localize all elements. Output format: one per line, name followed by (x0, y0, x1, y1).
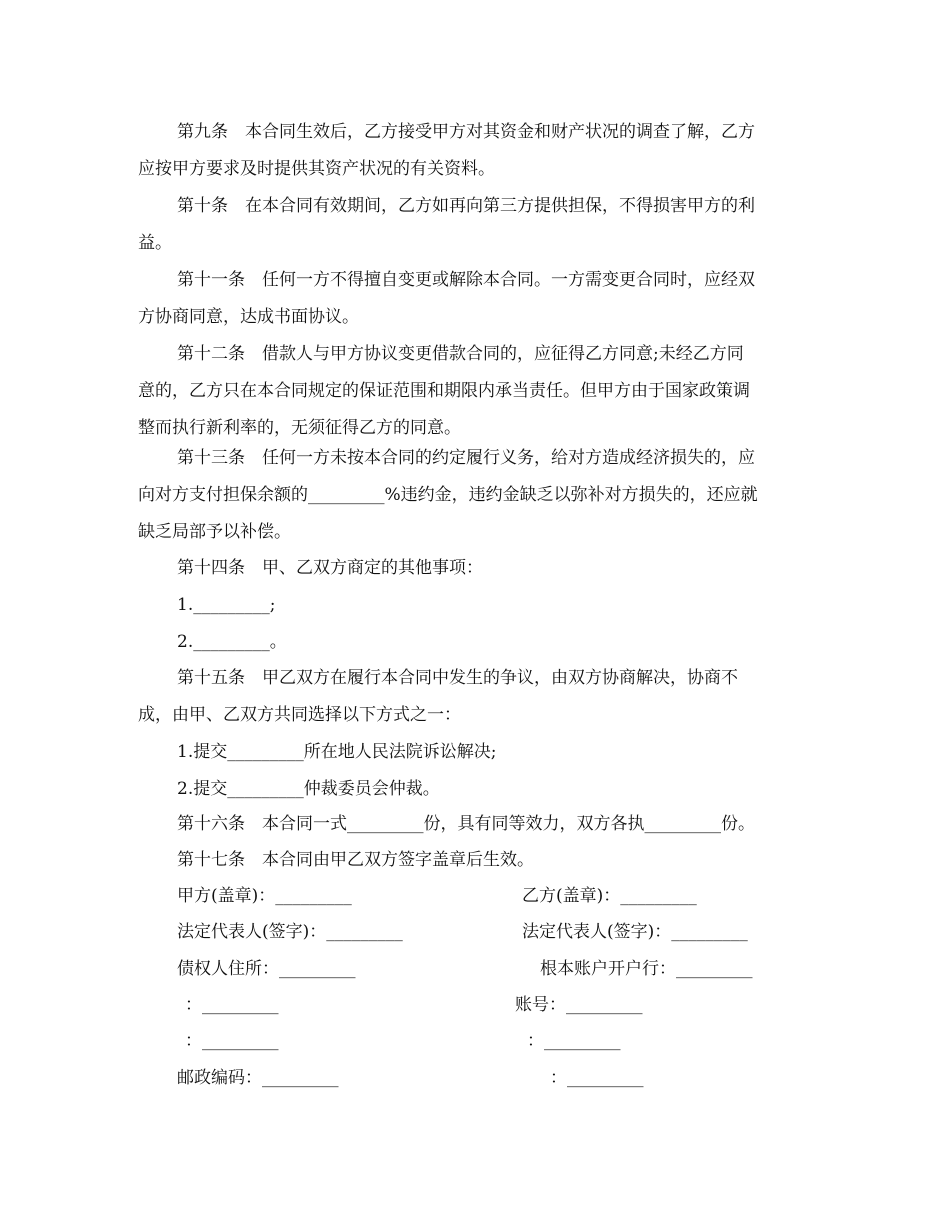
creditor-address: 债权人住所：_________ (177, 959, 356, 979)
article-12-line-2: 意的，乙方只在本合同规定的保证范围和期限内承当责任。但甲方由于国家政策调 (138, 381, 750, 401)
article-10 (138, 188, 813, 262)
article-10-line-2: 益。 (138, 233, 172, 253)
account-number: 账号：_________ (515, 995, 643, 1015)
article-17 (138, 842, 813, 879)
article-11-line-1: 第十一条 任何一方不得擅自变更或解除本合同。一方需变更合同时，应经双 (177, 270, 755, 290)
article-12-line-3: 整而执行新利率的，无须征得乙方的同意。 (138, 418, 461, 438)
article-15-line-2: 成，由甲、乙双方共同选择以下方式之一： (138, 705, 461, 725)
article-10-line-1: 第十条 在本合同有效期间，乙方如再向第三方提供担保，不得损害甲方的利 (177, 196, 755, 216)
article-12 (138, 336, 813, 447)
article-11-line-2: 方协商同意，达成书面协议。 (138, 307, 359, 327)
party-b-seal: 乙方(盖章)：_________ (522, 886, 697, 906)
article-11 (138, 262, 813, 336)
article-16-line: 第十六条 本合同一式_________份，具有同等效力，双方各执_________份。 (177, 814, 755, 834)
article-14-heading: 第十四条 甲、乙双方商定的其他事项： (177, 558, 483, 578)
party-a-representative: 法定代表人(签字)：_________ (177, 922, 403, 942)
article-13-line-1: 第十三条 任何一方未按本合同的约定履行义务，给对方造成经济损失的，应 (177, 448, 755, 468)
party-a-seal: 甲方(盖章)：_________ (177, 886, 352, 906)
article-14 (138, 550, 813, 661)
article-15-line-1: 第十五条 甲乙双方在履行本合同中发生的争议，由双方协商解决，协商不 (177, 668, 738, 688)
party-b-representative: 法定代表人(签字)：_________ (522, 922, 748, 942)
article-16 (138, 806, 813, 843)
right-blank-field-1: ：_________ (527, 1031, 621, 1051)
article-14-item-2: 2._________。 (177, 632, 287, 652)
article-13-line-3: 缺乏局部予以补偿。 (138, 522, 291, 542)
article-15-item-2: 2.提交_________仲裁委员会仲裁。 (177, 779, 440, 799)
article-12-line-1: 第十二条 借款人与甲方协议变更借款合同的，应征得乙方同意;未经乙方同 (177, 344, 744, 364)
article-17-line: 第十七条 本合同由甲乙双方签字盖章后生效。 (177, 850, 534, 870)
right-blank-field-2: ：_________ (550, 1068, 644, 1088)
postal-code: 邮政编码：_________ (177, 1068, 339, 1088)
article-9-line-1: 第九条 本合同生效后，乙方接受甲方对其资金和财产状况的调查了解，乙方 (177, 122, 755, 142)
left-blank-field-2: ：_________ (185, 1031, 279, 1051)
article-9 (138, 114, 813, 188)
article-13 (138, 440, 813, 551)
left-blank-field-1: ：_________ (185, 995, 279, 1015)
article-15 (138, 660, 813, 808)
article-9-line-2: 应按甲方要求及时提供其资产状况的有关资料。 (138, 159, 495, 179)
bank-branch: 根本账户开户行：_________ (540, 959, 753, 979)
article-15-item-1: 1.提交_________所在地人民法院诉讼解决; (177, 742, 497, 762)
article-13-line-2: 向对方支付担保余额的_________%违约金，违约金缺乏以弥补对方损失的，还应就 (138, 485, 758, 505)
article-14-item-1: 1._________; (177, 595, 276, 615)
